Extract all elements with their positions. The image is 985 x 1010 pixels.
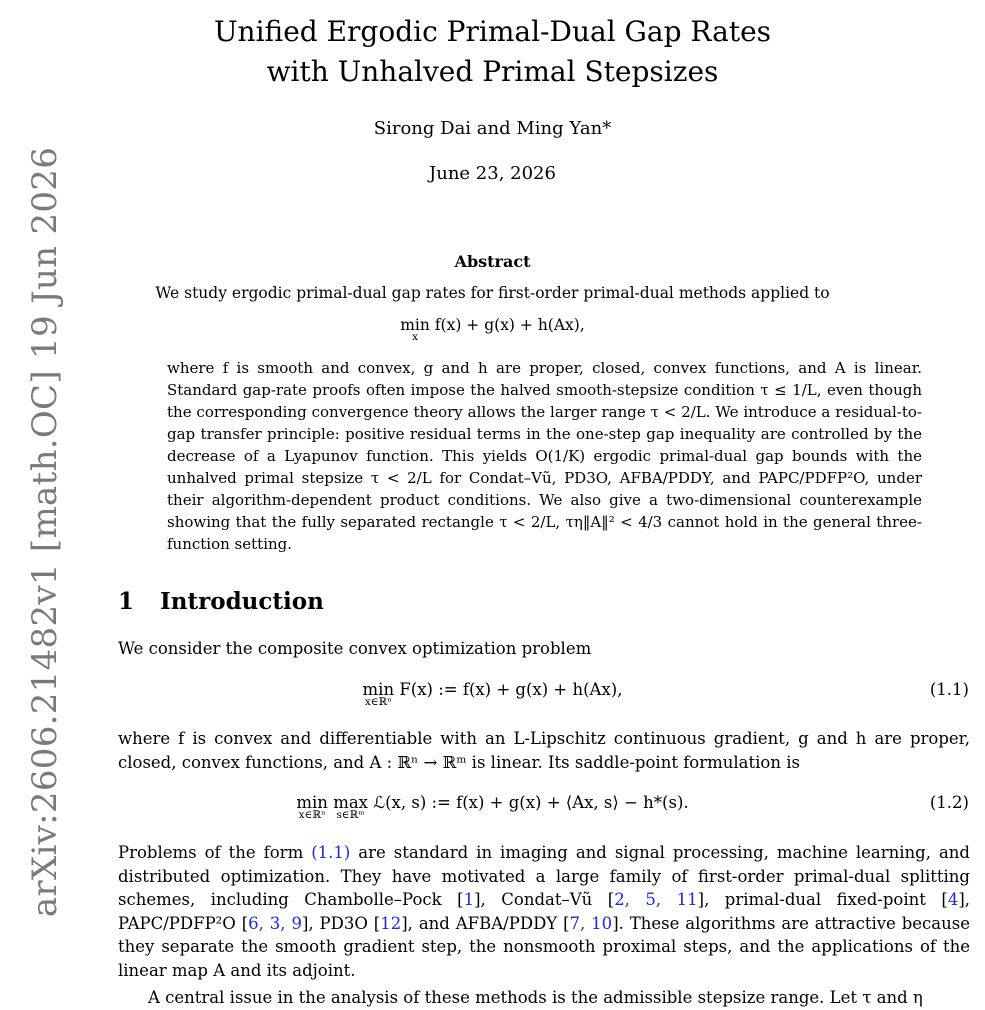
arxiv-stamp: arXiv:2606.21482v1 [math.OC] 19 Jun 2026 bbox=[25, 146, 65, 918]
equation-number-1-1: (1.1) bbox=[929, 680, 969, 699]
section-title: Introduction bbox=[160, 588, 324, 615]
citation-link[interactable]: 12 bbox=[380, 913, 402, 933]
abstract-eq-body: f(x) + g(x) + h(Ax), bbox=[434, 316, 585, 334]
paragraph-4: A central issue in the analysis of these methods is the admissible stepsize range. Let τ and η bbox=[148, 988, 923, 1007]
citation-link[interactable]: 6, 3, 9 bbox=[248, 913, 302, 933]
equation-1-2 bbox=[0, 793, 985, 821]
citation-link[interactable]: 1 bbox=[463, 890, 475, 909]
citation-link[interactable]: 4 bbox=[947, 890, 959, 909]
citation-link[interactable]: 2, 5, 11 bbox=[614, 890, 698, 909]
title-line-1: Unified Ergodic Primal-Dual Gap Rates bbox=[213, 15, 772, 48]
section-heading bbox=[118, 588, 324, 615]
paragraph-1: We consider the composite convex optimization problem bbox=[118, 639, 592, 658]
abstract-intro: We study ergodic primal-dual gap rates for first-order primal-dual methods applied to bbox=[155, 284, 830, 302]
title-line-2: with Unhalved Primal Stepsizes bbox=[266, 55, 719, 88]
abstract-eq-operator: min x bbox=[400, 316, 430, 343]
citation-link[interactable]: 7, 10 bbox=[569, 913, 613, 933]
equation-ref-link[interactable]: (1.1) bbox=[311, 843, 351, 862]
eq2-max-operator: max s∈ℝᵐ bbox=[333, 793, 368, 821]
eq2-min-operator: min x∈ℝⁿ bbox=[296, 793, 328, 821]
abstract-equation bbox=[0, 316, 985, 343]
section-number: 1 bbox=[118, 588, 135, 615]
paragraph-3: Problems of the form (1.1) are standard in imaging and signal processing, machine learning, and distributed optimization. They have motivated a large family of first-order primal-dual splitting schemes, including Chambolle–Pock [1], Condat–Vũ [2, 5, 11], primal-dual fixed-point [4], PAPC/PDFP²O [6, 3, 9], PD3O [12], and AFBA/PDDY [7, 10]. These algorithms are attractive because they separate the smooth gradient step, the nonsmooth proximal steps, and the applications of the linear map A and its adjoint. bbox=[118, 843, 970, 980]
eq1-operator: min x∈ℝⁿ bbox=[362, 680, 395, 708]
equation-1-1 bbox=[0, 680, 985, 708]
abstract-body: where f is smooth and convex, g and h are proper, closed, convex functions, and A is linear. Standard gap-rate proofs often impose the halved smooth-stepsize condition τ ≤ 1/L, even though the corresponding convergence theory allows the larger range τ < 2/L. We introduce a residual-to-gap transfer principle: positive residual terms in the one-step gap inequality are controlled by the decrease of a Lyapunov function. This yields O(1/K) ergodic primal-dual gap bounds with the unhalved primal stepsize τ < 2/L for Condat–Vũ, PD3O, AFBA/PDDY, and PAPC/PDFP²O, under their algorithm-dependent product conditions. We also give a two-dimensional counterexample showing that the fully separated rectangle τ < 2/L, τη‖A‖² < 4/3 cannot hold in the general three-function setting. bbox=[167, 359, 922, 553]
date: June 23, 2026 bbox=[429, 163, 556, 184]
equation-number-1-2: (1.2) bbox=[929, 793, 969, 812]
abstract-heading: Abstract bbox=[454, 252, 531, 271]
eq1-body: F(x) := f(x) + g(x) + h(Ax), bbox=[399, 680, 623, 699]
paragraph-2: where f is convex and differentiable with an L-Lipschitz continuous gradient, g and h are proper, closed, convex functions, and A : ℝⁿ → ℝᵐ is linear. Its saddle-point formulation is bbox=[118, 729, 970, 772]
paper-title bbox=[0, 12, 985, 92]
authors: Sirong Dai and Ming Yan* bbox=[373, 118, 612, 139]
eq2-body: ℒ(x, s) := f(x) + g(x) + ⟨Ax, s⟩ − h*(s). bbox=[373, 793, 689, 812]
